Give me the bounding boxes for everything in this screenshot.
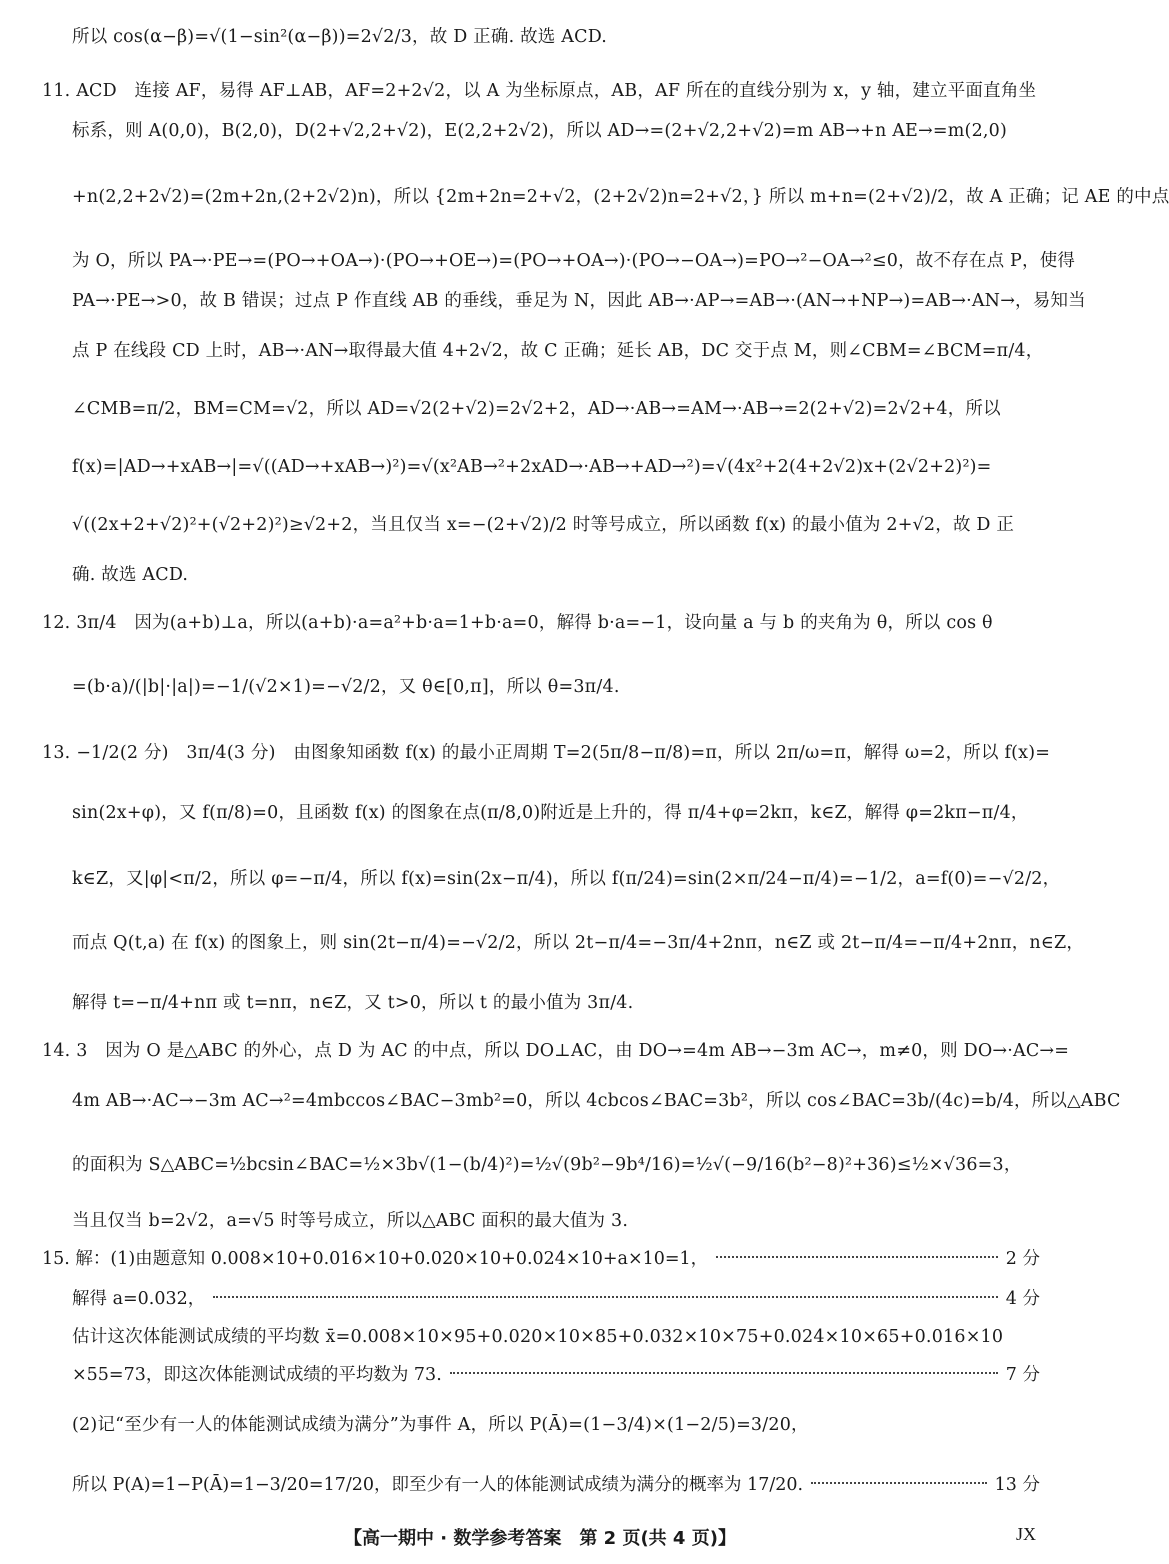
text-line: +n(2,2+2√2)=(2m+2n,(2+2√2)n)，所以 {2m+2n=2+√2，(2+2√2)n=2+√2，} 所以 m+n=(2+√2)/2，故 A 正确；记 AE 的中点 [72, 187, 1169, 207]
text-line: 标系，则 A(0,0)，B(2,0)，D(2+√2,2+√2)，E(2,2+2√2)，所以 AD→=(2+√2,2+√2)=m AB→+n AE→=m(2,0) [72, 121, 1008, 141]
text-line: f(x)=|AD→+xAB→|=√((AD→+xAB→)²)=√(x²AB→²+2xAD→·AB→+AD→²)=√(4x²+2(4+2√2)x+(2√2+2)²)= [72, 457, 992, 477]
text-line: √((2x+2+√2)²+(√2+2)²)≥√2+2，当且仅当 x=−(2+√2)/2 时等号成立，所以函数 f(x) 的最小值为 2+√2，故 D 正 [72, 515, 1015, 535]
scored-line-text: 解得 a=0.032， [72, 1289, 206, 1309]
scored-line-text: 所以 P(A)=1−P(Ā)=1−3/20=17/20，即至少有一人的体能测试成绩为满分的概率为 17/20. [72, 1475, 804, 1495]
scored-line [72, 1472, 1040, 1498]
dot-leader [450, 1372, 998, 1374]
text-line: =(b·a)/(|b|·|a|)=−1/(√2×1)=−√2/2，又 θ∈[0,π]，所以 θ=3π/4. [72, 677, 620, 697]
text-line: 4m AB→·AC→−3m AC→²=4mbccos∠BAC−3mb²=0，所以 4cbcos∠BAC=3b²，所以 cos∠BAC=3b/(4c)=b/4，所以△ABC [72, 1091, 1121, 1111]
score-label: 13 分 [994, 1475, 1040, 1495]
score-label: 7 分 [1005, 1365, 1040, 1385]
scored-line [72, 1362, 1040, 1388]
text-line: 的面积为 S△ABC=½bcsin∠BAC=½×3b√(1−(b/4)²)=½√(9b²−9b⁴/16)=½√(−9/16(b²−8)²+36)≤½×√36=3， [72, 1155, 1022, 1175]
scored-line-text: ×55=73，即这次体能测试成绩的平均数为 73. [72, 1365, 442, 1385]
text-line: 13. −1/2(2 分) 3π/4(3 分) 由图象知函数 f(x) 的最小正周期 T=2(5π/8−π/8)=π，所以 2π/ω=π，解得 ω=2，所以 f(x)= [42, 743, 1051, 763]
dot-leader [716, 1256, 998, 1258]
score-label: 2 分 [1005, 1249, 1040, 1269]
text-line: 而点 Q(t,a) 在 f(x) 的图象上，则 sin(2t−π/4)=−√2/2，所以 2t−π/4=−3π/4+2nπ，n∈Z 或 2t−π/4=−π/4+2nπ，n∈Z， [72, 933, 1085, 953]
text-line: 所以 cos(α−β)=√(1−sin²(α−β))=2√2/3，故 D 正确. 故选 ACD. [72, 27, 608, 47]
text-line: ∠CMB=π/2，BM=CM=√2，所以 AD=√2(2+√2)=2√2+2，AD→·AB→=AM→·AB→=2(2+√2)=2√2+4，所以 [72, 399, 1001, 419]
text-line: sin(2x+φ)，又 f(π/8)=0，且函数 f(x) 的图象在点(π/8,0)附近是上升的，得 π/4+φ=2kπ，k∈Z，解得 φ=2kπ−π/4， [72, 803, 1029, 823]
text-line: 点 P 在线段 CD 上时，AB→·AN→取得最大值 4+2√2，故 C 正确；延长 AB，DC 交于点 M，则∠CBM=∠BCM=π/4， [72, 341, 1044, 361]
text-line: 为 O，所以 PA→·PE→=(PO→+OA→)·(PO→+OE→)=(PO→+OA→)·(PO→−OA→)=PO→²−OA→²≤0，故不存在点 P，使得 [72, 251, 1076, 271]
text-line: k∈Z，又|φ|<π/2，所以 φ=−π/4，所以 f(x)=sin(2x−π/4)，所以 f(π/24)=sin(2×π/24−π/4)=−1/2，a=f(0)=−√2/2， [72, 869, 1061, 889]
page-footer [0, 1524, 1080, 1554]
text-line: PA→·PE→>0，故 B 错误；过点 P 作直线 AB 的垂线，垂足为 N，因此 AB→·AP→=AB→·(AN→+NP→)=AB→·AN→，易知当 [72, 291, 1086, 311]
scored-line-text: 15. 解：(1)由题意知 0.008×10+0.016×10+0.020×10+0.024×10+a×10=1， [42, 1249, 709, 1269]
text-line: 估计这次体能测试成绩的平均数 x̄=0.008×10×95+0.020×10×85+0.032×10×75+0.024×10×65+0.016×10 [72, 1327, 1004, 1347]
text-line: 解得 t=−π/4+nπ 或 t=nπ，n∈Z，又 t>0，所以 t 的最小值为 3π/4. [72, 993, 634, 1013]
text-line: 14. 3 因为 O 是△ABC 的外心，点 D 为 AC 的中点，所以 DO⊥AC，由 DO→=4m AB→−3m AC→，m≠0，则 DO→·AC→= [42, 1041, 1070, 1061]
text-line: 确. 故选 ACD. [72, 565, 189, 585]
dot-leader [811, 1482, 987, 1484]
score-label: 4 分 [1005, 1289, 1040, 1309]
text-line: 12. 3π/4 因为(a+b)⊥a，所以(a+b)·a=a²+b·a=1+b·a=0，解得 b·a=−1，设向量 a 与 b 的夹角为 θ，所以 cos θ [42, 613, 993, 633]
dot-leader [213, 1296, 998, 1298]
scored-line [72, 1286, 1040, 1312]
text-line: (2)记“至少有一人的体能测试成绩为满分”为事件 A，所以 P(Ā)=(1−3/4)×(1−2/5)=3/20， [72, 1415, 809, 1435]
text-line: 11. ACD 连接 AF，易得 AF⊥AB，AF=2+2√2，以 A 为坐标原点，AB，AF 所在的直线分别为 x，y 轴，建立平面直角坐 [42, 81, 1037, 101]
scored-line [42, 1246, 1040, 1272]
footer-title: 【高一期中 · 数学参考答案 第 2 页(共 4 页)】 [344, 1528, 736, 1549]
footer-code: JX [1015, 1524, 1036, 1544]
text-line: 当且仅当 b=2√2，a=√5 时等号成立，所以△ABC 面积的最大值为 3. [72, 1211, 629, 1231]
